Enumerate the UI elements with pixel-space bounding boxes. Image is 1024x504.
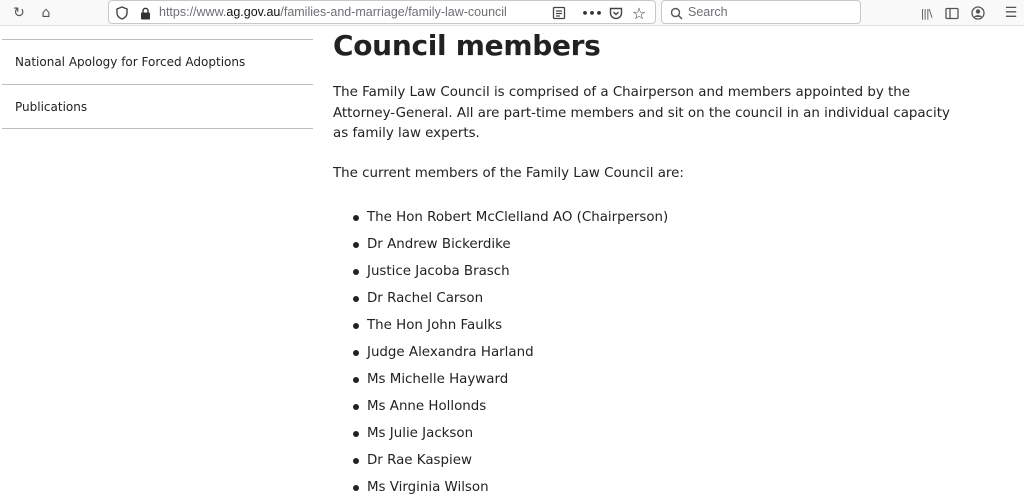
sidebar-toggle-icon[interactable] (941, 3, 963, 23)
list-item: Dr Rachel Carson (333, 285, 973, 312)
sidebar-nav (2, 39, 313, 129)
menu-icon[interactable]: ☰ (1004, 5, 1018, 21)
lock-icon[interactable] (136, 4, 154, 22)
more-actions-icon[interactable]: ••• (581, 6, 603, 20)
list-item: Ms Virginia Wilson (333, 474, 973, 501)
url-bar[interactable] (108, 0, 656, 24)
sidebar-item-publications[interactable] (2, 84, 313, 129)
url-prefix: https://www. (159, 5, 227, 19)
list-item: Ms Michelle Hayward (333, 366, 973, 393)
reload-icon[interactable]: ↻ (13, 5, 25, 21)
list-item: Ms Julie Jackson (333, 420, 973, 447)
list-item: Ms Anne Hollonds (333, 393, 973, 420)
reader-view-icon[interactable] (550, 4, 568, 22)
members-list (333, 204, 973, 501)
sidebar-item-label: National Apology for Forced Adoptions (15, 55, 246, 69)
url-text[interactable] (159, 5, 507, 19)
main-content (333, 28, 973, 501)
sidebar-item-forced-adoptions[interactable] (2, 39, 313, 84)
url-host: ag.gov.au (226, 5, 281, 19)
pocket-icon[interactable] (607, 4, 625, 22)
browser-toolbar (0, 0, 1024, 26)
search-icon (667, 4, 685, 22)
sidebar-item-label: Publications (15, 99, 88, 114)
shield-icon[interactable] (113, 4, 131, 22)
search-bar[interactable] (661, 0, 861, 24)
account-icon[interactable] (967, 3, 989, 23)
list-item: Judge Alexandra Harland (333, 339, 973, 366)
page-title: Council members (333, 29, 601, 62)
bookmark-star-icon[interactable]: ☆ (631, 3, 647, 23)
members-intro: The current members of the Family Law Council are: (333, 165, 684, 181)
list-item: Justice Jacoba Brasch (333, 258, 973, 285)
url-path: /families-and-marriage/family-law-council (280, 5, 507, 19)
list-item: The Hon Robert McClelland AO (Chairperson) (333, 204, 973, 231)
intro-paragraph: The Family Law Council is comprised of a Chairperson and members appointed by the Attorney-General. All are part-time members and sit on the council in an individual capacity as family law experts. (333, 85, 950, 141)
list-item: The Hon John Faulks (333, 312, 973, 339)
list-item: Dr Rae Kaspiew (333, 447, 973, 474)
list-item: Dr Andrew Bickerdike (333, 231, 973, 258)
search-placeholder: Search (688, 5, 728, 19)
home-icon[interactable]: ⌂ (41, 5, 51, 21)
library-icon[interactable]: |||\ (920, 6, 932, 20)
